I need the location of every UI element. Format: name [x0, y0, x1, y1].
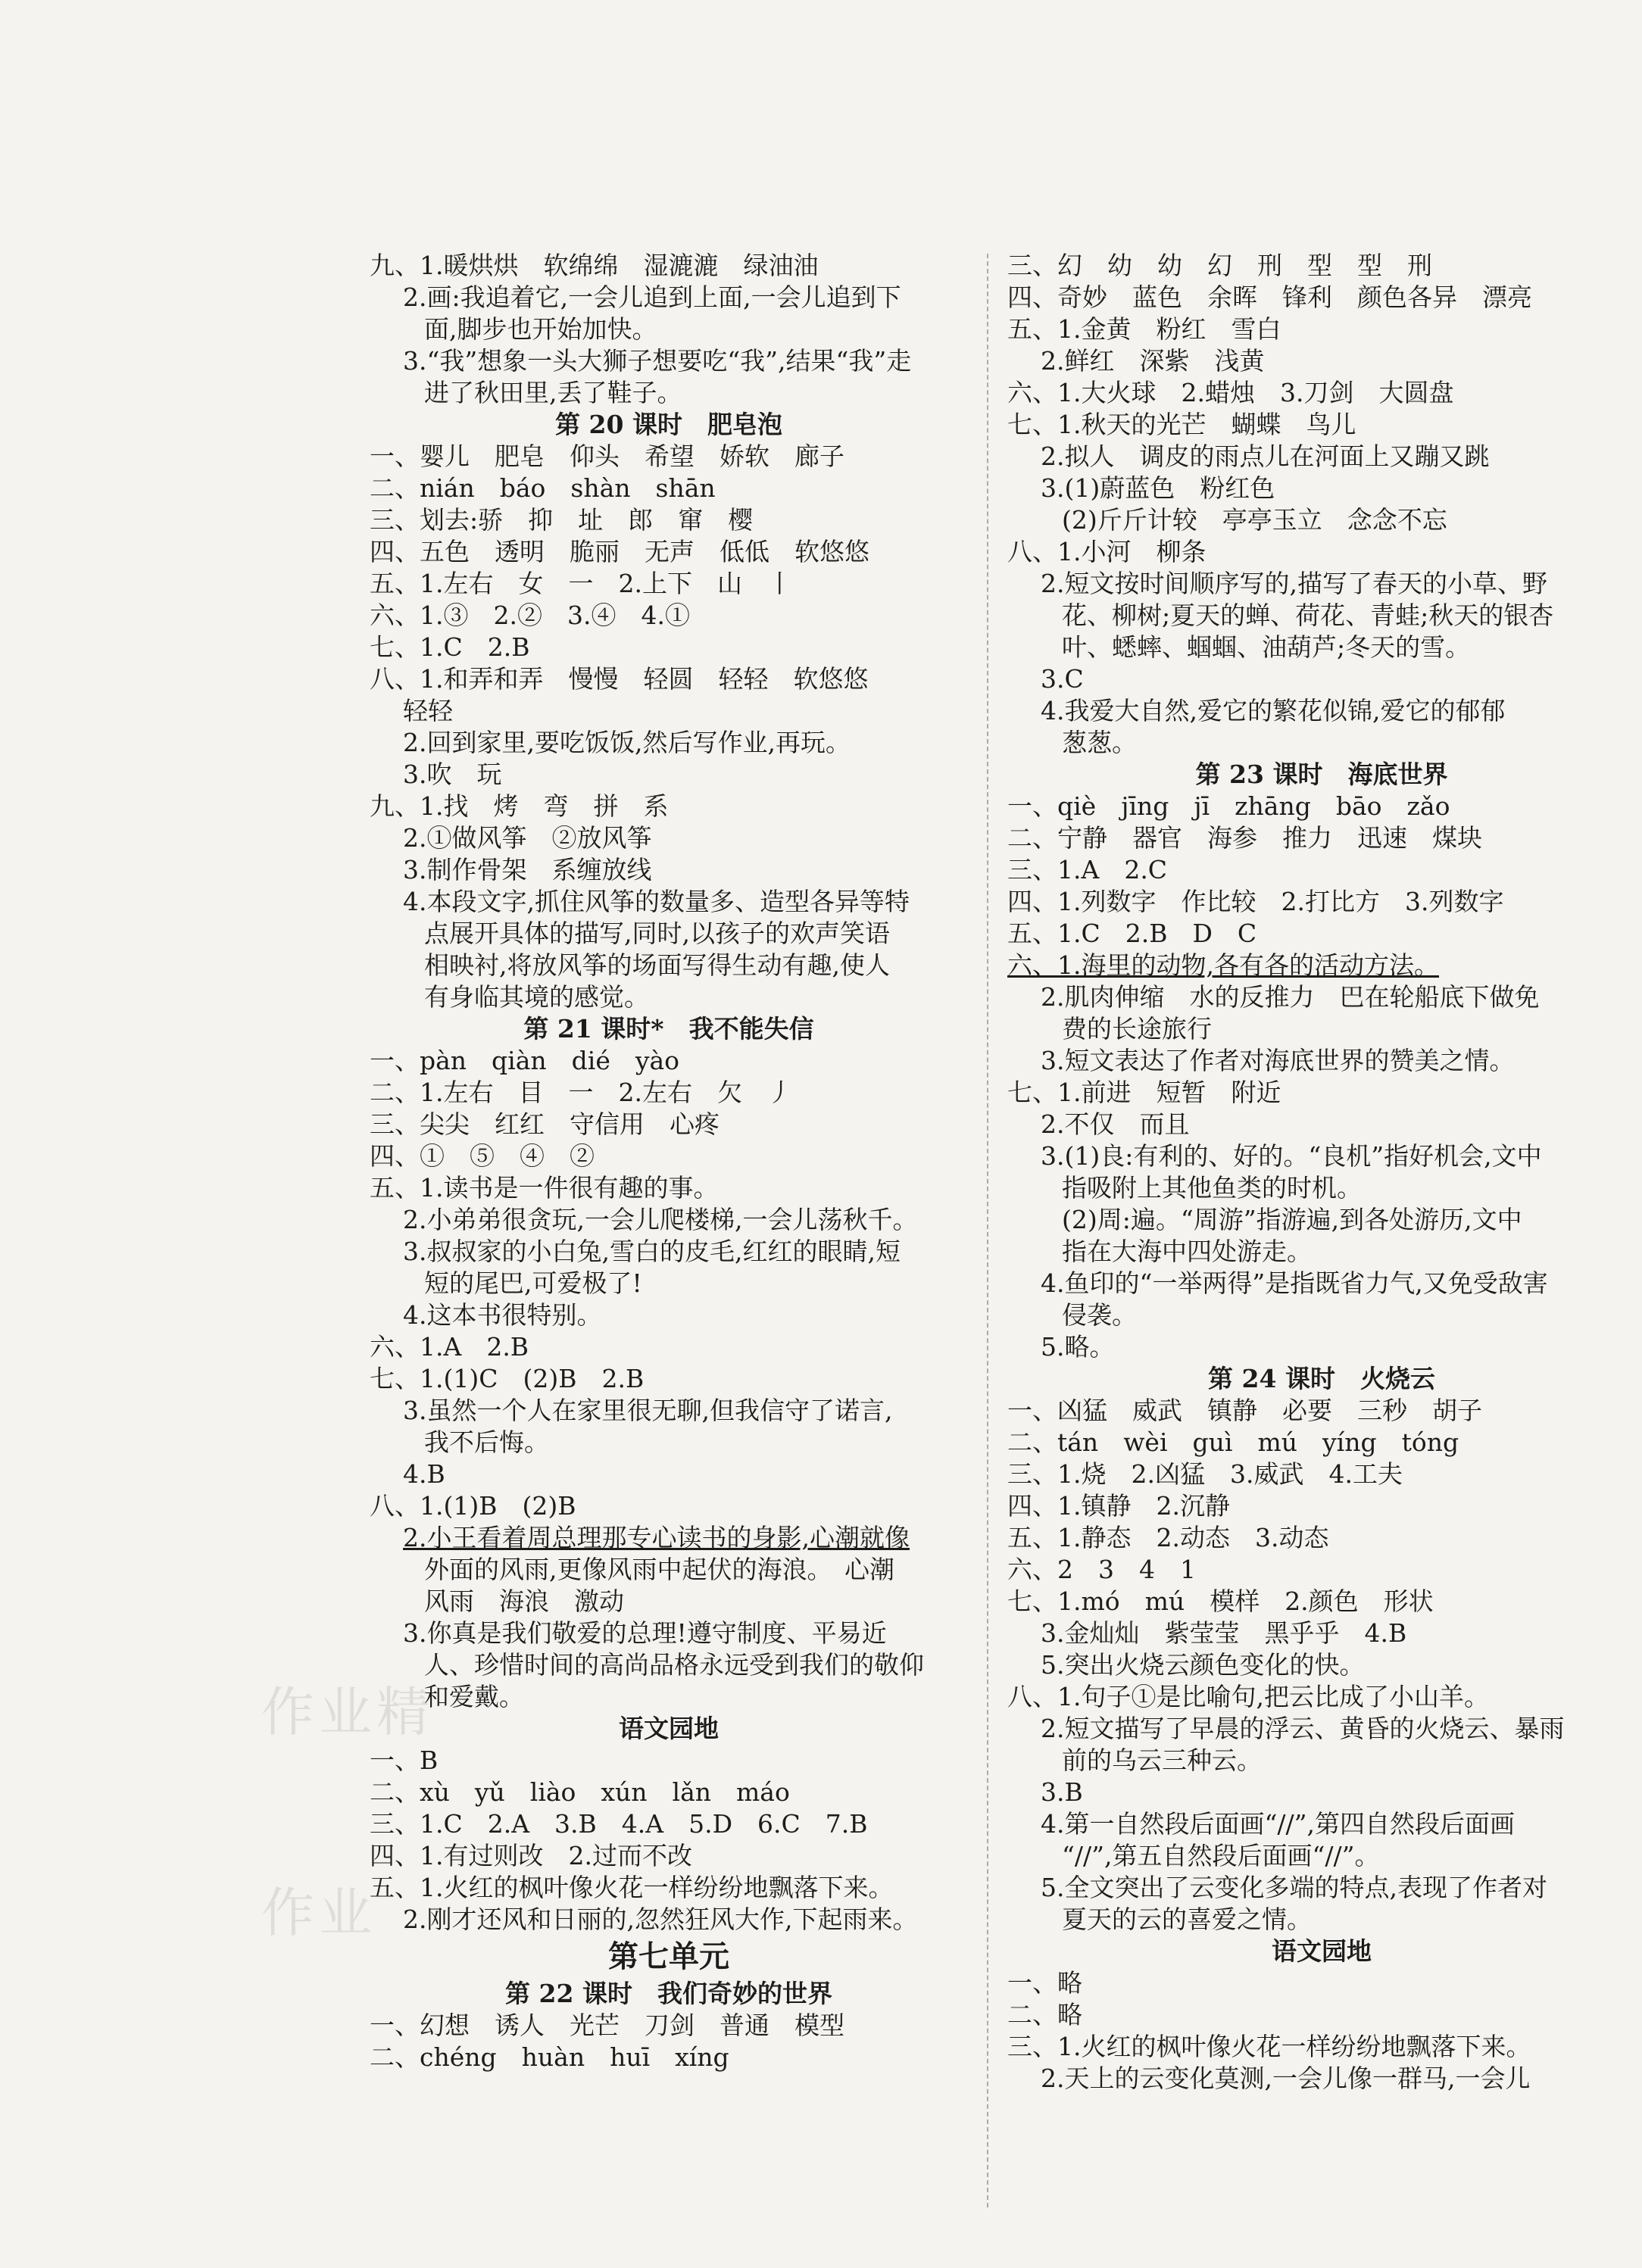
answer-line: 三、1.烧 2.凶猛 3.威武 4.工夫 — [1007, 1459, 1403, 1489]
answer-line: 短的尾巴,可爱极了! — [424, 1268, 642, 1298]
answer-line: 八、1.和弄和弄 慢慢 轻圆 轻轻 软悠悠 — [370, 664, 869, 694]
answer-line: 3.虽然一个人在家里很无聊,但我信守了诺言, — [403, 1396, 893, 1425]
answer-line: 七、1.mó mú 模样 2.颜色 形状 — [1007, 1586, 1434, 1616]
answer-line: 九、1.暖烘烘 软绵绵 湿漉漉 绿油油 — [370, 251, 819, 280]
answer-line: 人、珍惜时间的高尚品格永远受到我们的敬仰 — [424, 1650, 924, 1680]
answer-line: 五、1.左右 女 一 2.上下 山 丨 — [370, 569, 792, 598]
answer-line: 四、1.列数字 作比较 2.打比方 3.列数字 — [1007, 887, 1504, 916]
answer-line: 2.画:我追着它,一会儿追到上面,一会儿追到下 — [403, 282, 901, 312]
answer-line: 2.短文描写了早晨的浮云、黄昏的火烧云、暴雨 — [1041, 1714, 1565, 1743]
answer-line: 2.小弟弟很贪玩,一会儿爬楼梯,一会儿荡秋千。 — [403, 1205, 918, 1234]
answer-line: (2)斤斤计较 亭亭玉立 念念不忘 — [1062, 505, 1447, 535]
answer-line: 2.鲜红 深紫 浅黄 — [1041, 346, 1265, 376]
watermark: 作业 — [261, 1882, 376, 1944]
answer-line: 2.回到家里,要吃饭饭,然后写作业,再玩。 — [403, 728, 851, 757]
section-heading: 第 23 课时 海底世界 — [1195, 760, 1448, 789]
answer-line: 点展开具体的描写,同时,以孩子的欢声笑语 — [424, 919, 890, 948]
answer-line: 四、1.镇静 2.沉静 — [1007, 1491, 1230, 1521]
answer-line: 一、略 — [1007, 1968, 1082, 1998]
answer-line: 4.本段文字,抓住风筝的数量多、造型各异等特 — [403, 887, 910, 916]
answer-line: 3.(1)良:有利的、好的。“良机”指好机会,文中 — [1041, 1141, 1542, 1171]
answer-line: 3.金灿灿 紫莹莹 黑乎乎 4.B — [1041, 1618, 1407, 1648]
answer-line: 三、划去:骄 抑 址 郎 窜 樱 — [370, 505, 754, 535]
answer-line: 二、chéng huàn huī xíng — [370, 2042, 729, 2072]
answer-line: 三、1.C 2.A 3.B 4.A 5.D 6.C 7.B — [370, 1809, 868, 1839]
answer-line: 叶、蟋蟀、蝈蝈、油葫芦;冬天的雪。 — [1062, 632, 1471, 662]
answer-line: 三、幻 幼 幼 幻 刑 型 型 刑 — [1007, 251, 1432, 280]
section-heading: 语文园地 — [619, 1714, 719, 1743]
answer-line: 我不后悔。 — [424, 1427, 549, 1457]
answer-line: 4.鱼印的“一举两得”是指既省力气,又免受敌害 — [1041, 1268, 1548, 1298]
answer-line: 3.你真是我们敬爱的总理!遵守制度、平易近 — [403, 1618, 887, 1648]
answer-line: 3.“我”想象一头大狮子想要吃“我”,结果“我”走 — [403, 346, 912, 376]
answer-line: 二、略 — [1007, 2000, 1082, 2029]
answer-line: 八、1.(1)B (2)B — [370, 1491, 576, 1521]
watermark: 作业精 — [261, 1681, 434, 1743]
answer-line: 五、1.火红的枫叶像火花一样纷纷地飘落下来。 — [370, 1873, 894, 1902]
answer-line: 六、1.③ 2.② 3.④ 4.① — [370, 601, 690, 630]
answer-line: 花、柳树;夏天的蝉、荷花、青蛙;秋天的银杏 — [1062, 601, 1554, 630]
answer-line: 4.我爱大自然,爱它的繁花似锦,爱它的郁郁 — [1041, 696, 1506, 725]
answer-line: 二、xù yǔ liào xún lǎn máo — [370, 1777, 790, 1807]
answer-line: 八、1.句子①是比喻句,把云比成了小山羊。 — [1007, 1682, 1489, 1711]
answer-line: 五、1.C 2.B D C — [1007, 919, 1257, 948]
section-heading: 第 21 课时* 我不能失信 — [523, 1014, 814, 1044]
answer-line: 三、1.火红的枫叶像火花一样纷纷地飘落下来。 — [1007, 2032, 1531, 2061]
answer-line: 二、tán wèi guì mú yíng tóng — [1007, 1427, 1459, 1457]
answer-line: 七、1.秋天的光芒 蝴蝶 鸟儿 — [1007, 410, 1356, 439]
answer-line: 一、凶猛 威武 镇静 必要 三秒 胡子 — [1007, 1396, 1482, 1425]
right-column — [1007, 250, 1636, 2095]
answer-line: 八、1.小河 柳条 — [1007, 537, 1207, 566]
answer-line: 一、pàn qiàn dié yào — [370, 1046, 680, 1075]
answer-line: 指吸附上其他鱼类的时机。 — [1062, 1173, 1362, 1203]
answer-line: 4.这本书很特别。 — [403, 1300, 602, 1330]
answer-line: 3.(1)蔚蓝色 粉红色 — [1041, 473, 1275, 503]
answer-line: 六、1.海里的动物,各有各的活动方法。 — [1007, 950, 1439, 980]
section-heading: 第 22 课时 我们奇妙的世界 — [505, 1979, 832, 2008]
answer-line: 六、1.A 2.B — [370, 1332, 529, 1362]
answer-line: 九、1.找 烤 弯 拼 系 — [370, 791, 669, 821]
answer-line: 2.肌肉伸缩 水的反推力 巴在轮船底下做免 — [1041, 982, 1540, 1012]
answer-line: 五、1.静态 2.动态 3.动态 — [1007, 1523, 1329, 1552]
answer-line: 二、1.左右 目 一 2.左右 欠 丿 — [370, 1078, 792, 1107]
answer-line: 七、1.(1)C (2)B 2.B — [370, 1364, 645, 1393]
answer-line: 相映衬,将放风筝的场面写得生动有趣,使人 — [424, 950, 890, 980]
section-heading: 第七单元 — [608, 1939, 729, 1974]
answer-line: 葱葱。 — [1062, 728, 1137, 757]
answer-line: 夏天的云的喜爱之情。 — [1062, 1905, 1312, 1934]
answer-line: 2.小王看着周总理那专心读书的身影,心潮就像 — [403, 1523, 910, 1552]
section-heading: 语文园地 — [1272, 1936, 1372, 1966]
left-column — [370, 250, 968, 2073]
answer-line: 2.短文按时间顺序写的,描写了春天的小草、野 — [1041, 569, 1547, 598]
answer-line: (2)周:遍。“周游”指游遍,到各处游历,文中 — [1062, 1205, 1522, 1234]
answer-line: 七、1.前进 短暂 附近 — [1007, 1078, 1281, 1107]
answer-line: 3.短文表达了作者对海底世界的赞美之情。 — [1041, 1046, 1515, 1075]
answer-line: 2.拟人 调皮的雨点儿在河面上又蹦又跳 — [1041, 441, 1490, 471]
answer-line: 六、1.大火球 2.蜡烛 3.刀剑 大圆盘 — [1007, 378, 1454, 407]
answer-line: 2.天上的云变化莫测,一会儿像一群马,一会儿 — [1041, 2064, 1531, 2093]
column-divider — [987, 254, 988, 2207]
answer-line: 3.制作骨架 系缠放线 — [403, 855, 652, 884]
answer-line: 外面的风雨,更像风雨中起伏的海浪。 心潮 — [424, 1555, 894, 1584]
answer-line: 3.叔叔家的小白兔,雪白的皮毛,红红的眼睛,短 — [403, 1237, 901, 1266]
answer-line: 费的长途旅行 — [1062, 1014, 1212, 1044]
answer-line: 3.B — [1041, 1777, 1083, 1807]
answer-line: 五、1.读书是一件很有趣的事。 — [370, 1173, 719, 1203]
answer-line: 4.B — [403, 1459, 445, 1489]
answer-line: 一、qiè jīng jī zhāng bāo zǎo — [1007, 791, 1450, 821]
answer-line: 四、1.有过则改 2.过而不改 — [370, 1841, 692, 1870]
section-heading: 第 20 课时 肥皂泡 — [555, 410, 782, 439]
answer-line: 3.吹 玩 — [403, 760, 502, 789]
answer-line: 4.第一自然段后面画“//”,第四自然段后面画 — [1041, 1809, 1515, 1839]
answer-line: 进了秋田里,丢了鞋子。 — [424, 378, 682, 407]
answer-line: 五、1.金黄 粉红 雪白 — [1007, 314, 1281, 344]
answer-line: 5.略。 — [1041, 1332, 1115, 1362]
answer-line: 二、nián báo shàn shān — [370, 473, 716, 503]
answer-line: 四、① ⑤ ④ ② — [370, 1141, 595, 1171]
answer-line: 指在大海中四处游走。 — [1062, 1237, 1312, 1266]
answer-line: 2.不仅 而且 — [1041, 1109, 1190, 1139]
answer-line: 四、五色 透明 脆丽 无声 低低 软悠悠 — [370, 537, 869, 566]
answer-line: 5.突出火烧云颜色变化的快。 — [1041, 1650, 1365, 1680]
answer-line: 三、1.A 2.C — [1007, 855, 1168, 884]
section-heading: 第 24 课时 火烧云 — [1208, 1364, 1435, 1393]
answer-line: 和爱戴。 — [424, 1682, 524, 1711]
answer-line: “//”,第五自然段后面画“//”。 — [1062, 1841, 1380, 1870]
answer-line: 面,脚步也开始加快。 — [424, 314, 657, 344]
answer-line: 一、幻想 诱人 光芒 刀剑 普通 模型 — [370, 2011, 844, 2040]
answer-line: 二、宁静 器官 海参 推力 迅速 煤块 — [1007, 823, 1482, 853]
answer-line: 5.全文突出了云变化多端的特点,表现了作者对 — [1041, 1873, 1547, 1902]
answer-line: 轻轻 — [403, 696, 453, 725]
answer-line: 2.①做风筝 ②放风筝 — [403, 823, 652, 853]
answer-line: 四、奇妙 蓝色 余晖 锋利 颜色各异 漂亮 — [1007, 282, 1532, 312]
answer-line: 风雨 海浪 激动 — [424, 1586, 624, 1616]
answer-line: 七、1.C 2.B — [370, 632, 530, 662]
answer-line: 3.C — [1041, 664, 1084, 694]
answer-line: 一、婴儿 肥皂 仰头 希望 娇软 廊子 — [370, 441, 844, 471]
answer-line: 有身临其境的感觉。 — [424, 982, 649, 1012]
answer-line: 2.刚才还风和日丽的,忽然狂风大作,下起雨来。 — [403, 1905, 918, 1934]
answer-line: 一、B — [370, 1745, 439, 1775]
answer-line: 六、2 3 4 1 — [1007, 1555, 1196, 1584]
answer-line: 侵袭。 — [1062, 1300, 1137, 1330]
answer-line: 前的乌云三种云。 — [1062, 1745, 1262, 1775]
answer-line: 三、尖尖 红红 守信用 心疼 — [370, 1109, 720, 1139]
